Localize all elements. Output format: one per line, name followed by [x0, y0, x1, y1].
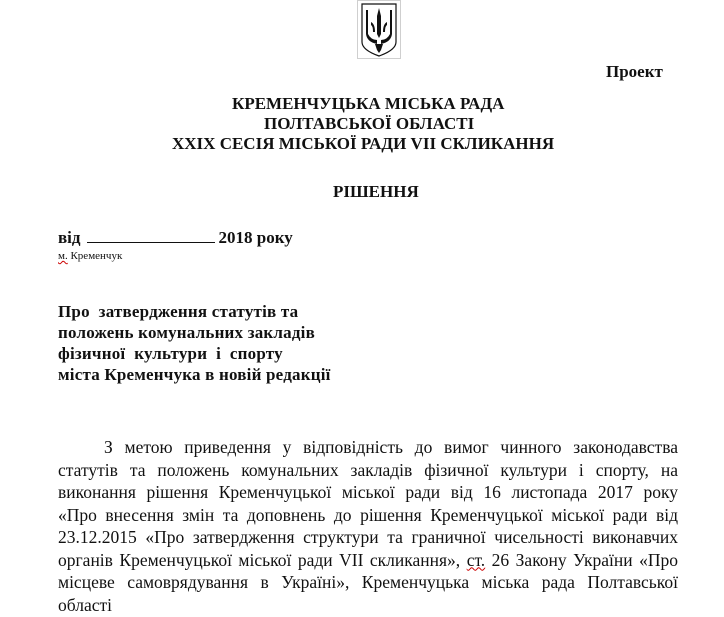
coat-of-arms-emblem — [357, 0, 401, 60]
body-line: «Про внесення змін та доповнень до рішення Кременчуцької міської ради від — [58, 504, 678, 525]
draft-status-label: Проект — [606, 62, 663, 81]
body-line: області — [58, 594, 112, 615]
subject-line: фізичної культури і спорту — [58, 344, 283, 363]
council-region: ПОЛТАВСЬКОЇ ОБЛАСТІ — [264, 114, 475, 133]
decision-date — [58, 228, 293, 248]
decision-title: РІШЕННЯ — [333, 182, 419, 201]
body-line-part: органів Кременчуцької міської ради VII скликання», — [58, 549, 461, 570]
city-line — [58, 250, 122, 262]
decision-subject — [58, 301, 331, 385]
body-line: статутів та положень комунальних закладів фізичної культури і спорту, на — [58, 459, 678, 480]
body-line: місцеве самоврядування в Україні», Кременчуцька міська рада Полтавської — [58, 572, 678, 592]
subject-line: Про затвердження статутів та — [58, 302, 299, 321]
city-abbr: м. — [58, 250, 68, 262]
body-line: З метою приведення у відповідність до вимог чинного законодавства — [104, 437, 678, 457]
subject-line: міста Кременчука в новій редакції — [58, 365, 331, 384]
preamble-paragraph — [58, 436, 678, 616]
body-line: 23.12.2015 «Про затвердження структури та граничної чисельності виконавчих — [58, 527, 678, 547]
subject-line: положень комунальних закладів — [58, 323, 315, 342]
council-session: XXIX СЕСІЯ МІСЬКОЇ РАДИ VII СКЛИКАННЯ — [172, 134, 555, 153]
trident-icon — [357, 0, 401, 60]
spellcheck-flagged-word: ст. — [466, 549, 486, 570]
body-line: виконання рішення Кременчуцької міської ради від 16 листопада 2017 року — [58, 482, 678, 502]
body-line-part: 26 Закону України «Про — [491, 549, 679, 570]
city-name: Кременчук — [70, 250, 123, 262]
date-suffix: 2018 року — [218, 228, 293, 247]
body-line — [58, 549, 678, 572]
date-prefix: від — [58, 228, 81, 247]
council-name: КРЕМЕНЧУЦЬКА МІСЬКА РАДА — [232, 94, 505, 113]
date-blank-field — [87, 228, 215, 243]
